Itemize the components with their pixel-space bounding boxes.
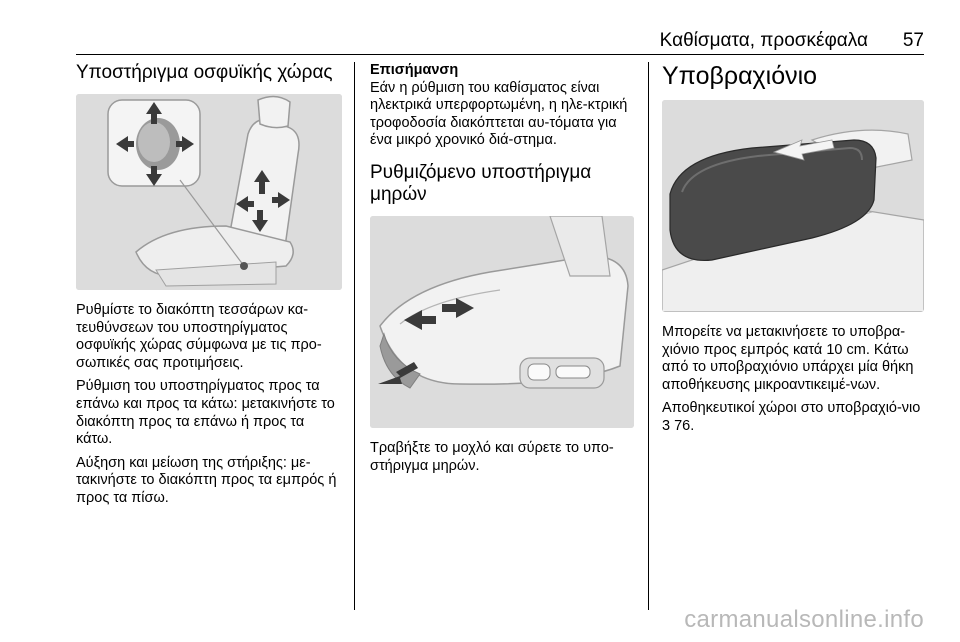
figure-armrest <box>662 100 924 312</box>
column-divider-2 <box>648 62 649 610</box>
lumbar-para-2: Ρύθμιση του υποστηρίγματος προς τα επάνω και προς τα κάτω: μετακινήστε το διακόπτη προς τα επάνω ή προς τα κάτω. <box>76 378 335 448</box>
triangle-right-icon: 3 <box>662 417 671 434</box>
section-heading-armrest: Υποβραχιόνιο <box>662 62 818 90</box>
figure-lumbar-seat <box>76 94 342 290</box>
section-heading-thigh: Ρυθμιζόμενο υποστήριγμα μηρών <box>370 161 592 205</box>
lumbar-para-3: Αύξηση και μείωση της στήριξης: με-τακινήστε το διακόπτη προς τα εμπρός ή προς τα πίσω. <box>76 454 337 506</box>
lumbar-seat-illustration <box>76 94 342 290</box>
thigh-para-1: Τραβήξτε το μοχλό και σύρετε το υπο-στήριγμα μηρών. <box>370 439 614 474</box>
lumbar-para-1: Ρυθμίστε το διακόπτη τεσσάρων κα-τευθύνσεων του υποστηρίγματος οσφυϊκής χώρας σύμφωνα με τις προ-σωπικές σας προτιμήσεις. <box>76 302 322 371</box>
watermark: carmanualsonline.info <box>684 606 924 633</box>
armrest-para-1: Μπορείτε να μετακινήσετε το υποβρα-χιόνιο προς εμπρός κατά 10 cm. Κάτω από το υποβραχιόνιο υπάρχει μία θήκη αποθήκευσης μικροαντικειμέ-νων. <box>662 324 914 393</box>
armrest-illustration <box>662 100 924 312</box>
column-thigh <box>370 62 634 481</box>
column-lumbar <box>76 62 342 514</box>
header-rule <box>76 54 924 55</box>
page-reference-link[interactable]: 76. <box>674 417 695 434</box>
column-armrest <box>662 62 924 442</box>
section-heading-lumbar: Υποστήριγμα οσφυϊκής χώρας <box>76 62 333 83</box>
column-divider-1 <box>354 62 355 610</box>
thigh-support-illustration <box>370 216 634 428</box>
armrest-para-2: Αποθηκευτικοί χώροι στο υποβραχιό-νιο 3 76. <box>662 400 921 434</box>
header-title: Καθίσματα, προσκέφαλα <box>659 30 868 51</box>
notice-label: Επισήμανση <box>370 62 459 78</box>
figure-thigh-support <box>370 216 634 428</box>
notice-text: Εάν η ρύθμιση του καθίσματος είναι ηλεκτρικά υπερφορτωμένη, η ηλε-κτρική τροφοδοσία διακόπτεται αυ-τόματα για ένα μικρό χρονικό διά-στημα. <box>370 79 628 149</box>
page-number: 57 <box>902 30 924 51</box>
